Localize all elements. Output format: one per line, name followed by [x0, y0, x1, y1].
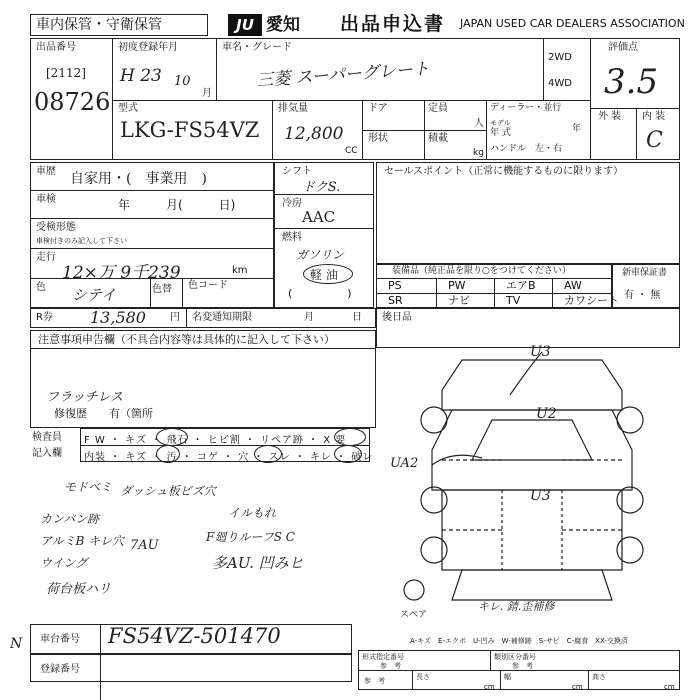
inspection-ymd: 年 月( 日) [118, 198, 236, 212]
label-width: 幅 [504, 673, 511, 681]
spare-wheel [404, 580, 424, 600]
label-capacity: 定員 [428, 103, 448, 114]
label-km: km [232, 265, 248, 276]
label-sales-point: セールスポイント（正常に機能するものに限ります） [384, 166, 624, 177]
note-1: モドベミ [64, 480, 113, 494]
truck-cab [432, 410, 632, 490]
label-fuel: 燃料 [282, 232, 302, 243]
label-rating: 評価点 [608, 42, 638, 53]
warranty-options: 有 ・ 無 [624, 290, 661, 301]
equipment-item: カワシート [564, 294, 619, 307]
equipment-item: PW [448, 279, 466, 292]
label-inspection: 車検 [36, 194, 56, 205]
truck-bottom [452, 570, 612, 600]
label-warranty: 新車保証書 [622, 268, 668, 278]
reception-note: 車検付きのみ記入して下さい [36, 237, 127, 245]
label-ref-3: 参 考 [364, 677, 385, 685]
form-title: 出品申込書 [340, 13, 446, 35]
wheel-front-right [617, 407, 643, 433]
check-row-fw: F W ・ キズ ・ 飛石 ・ ヒビ割 ・ リペア跡 ・ X 要 [84, 435, 347, 446]
circle-mark-1 [156, 428, 188, 446]
label-person: 人 [474, 118, 484, 129]
circle-mark-2 [156, 445, 180, 463]
diagram-u3-mid: U3 [530, 488, 551, 504]
label-model: 型式 [118, 103, 138, 114]
label-height: 高さ [592, 673, 606, 681]
diagram-u3-top: U3 [530, 344, 551, 360]
equipment-item: エアB [506, 279, 536, 292]
truck-outline-top [442, 360, 622, 410]
label-shift: シフト [282, 166, 312, 177]
fuel-paren: ( ) [288, 287, 352, 300]
label-cc: CC [345, 146, 358, 156]
note-3: カンバン跡 [40, 512, 100, 526]
label-color-code: 色コード [188, 280, 228, 291]
label-cm-3: cm [664, 683, 675, 691]
label-door: ドア [368, 103, 388, 114]
label-reception: 受検形態 [36, 222, 76, 233]
label-kg: kg [473, 148, 484, 158]
label-length: 長さ [416, 673, 430, 681]
label-aircon: 冷房 [282, 198, 302, 209]
note-6: 荷台板ハリ [46, 582, 112, 597]
color-value: シテイ [72, 286, 116, 304]
lot-number: 08726 [34, 88, 111, 116]
label-day: 日 [352, 312, 362, 323]
wheel-mid-left [421, 487, 447, 513]
rating-value: 3.5 [604, 62, 659, 102]
diagram-note: キレ. 錆.歪補修 [478, 600, 555, 613]
shift-value: ドクS. [302, 180, 341, 195]
equipment-item: SR [388, 294, 403, 307]
fuel-selected: 軽 油 [310, 268, 338, 282]
label-ref-2: 参 考 [512, 662, 533, 670]
label-ref-1: 参 考 [380, 662, 401, 670]
label-mod-cat: 類別区分番号 [494, 653, 536, 661]
equipment-item: ナビ [448, 294, 470, 307]
note-10: 7AU [130, 538, 159, 553]
label-color-replace: 色替 [152, 284, 172, 295]
lot-bracket: [2112] [46, 66, 86, 80]
label-month: 月 [304, 312, 314, 323]
org-name: 愛知 [266, 15, 300, 35]
wheel-rear-left [421, 537, 447, 563]
sales-point-block [376, 162, 680, 264]
margin-mark: N [10, 636, 23, 652]
label-name-change: 名変通知期限 [192, 312, 252, 323]
label-exterior: 外 装 [598, 111, 622, 122]
model-code: LKG-FS54VZ [120, 118, 260, 142]
label-history: 車歴 [36, 166, 56, 177]
car-name: 三菱 スーパーグレート [255, 58, 431, 92]
era-year: H 23 [120, 66, 162, 86]
form-subtitle: JAPAN USED CAR DEALERS ASSOCIATION [460, 17, 685, 30]
label-dealer: ディーラー・並行 [490, 103, 562, 113]
form-type: 車内保管・守衛保管 [36, 17, 162, 33]
chassis-number: FS54VZ-501470 [108, 624, 281, 648]
equipment-item: AW [564, 279, 582, 292]
label-recycle: R券 [36, 312, 53, 323]
label-mileage: 走行 [36, 252, 56, 263]
label-rear-seat: 後日品 [382, 312, 412, 323]
label-lot-no: 出品番号 [36, 42, 76, 53]
ju-logo [228, 14, 262, 36]
aircon-value: AAC [302, 208, 336, 226]
circle-mark-4 [334, 445, 362, 463]
wheel-front-left [421, 407, 447, 433]
label-inspector: 検査員 [32, 432, 62, 443]
note-4: アルミB キレ穴 [40, 534, 125, 548]
reg-month: 10 [174, 74, 191, 89]
equipment-item: TV [506, 294, 521, 307]
diagram-ua2: UA2 [390, 456, 419, 471]
note-2: ダッシュ板ビズ穴 [120, 484, 216, 498]
label-spare: スペア [400, 610, 428, 620]
recycle-amount: 13,580 [90, 308, 146, 327]
equipment-item: PS [388, 279, 402, 292]
wheel-rear-right [617, 537, 643, 563]
label-entry: 記入欄 [32, 448, 62, 459]
label-reg-no: 登録番号 [40, 664, 80, 675]
repair-history: 修復歴 有（箇所 [54, 407, 153, 420]
note-9: 多AU. 凹みヒ [212, 554, 304, 572]
note-8: F廻りルーフS C [206, 530, 295, 544]
note-7: イルもれ [228, 506, 277, 520]
mileage-value: 12×万 9千239 [62, 263, 181, 283]
label-yen: 円 [170, 312, 180, 323]
label-year-unit: 年 [572, 124, 582, 134]
label-color: 色 [36, 282, 46, 293]
label-chassis: 車台番号 [40, 634, 80, 645]
circle-mark-3 [254, 445, 282, 463]
label-year-type: 年 式 [490, 128, 511, 138]
history-value: 自家用・( 事業用 ) [70, 171, 207, 187]
check-row-interior: 内装 ・ キズ ・ 汚 ・ コゲ ・ 穴 ・ スレ ・ キレ ・ 破レ [84, 452, 374, 463]
fuel-option: ガソリン [296, 248, 345, 262]
label-mod-spec: 形式指定番号 [362, 653, 404, 661]
label-2wd: 2WD [548, 52, 572, 63]
label-handle: ハンドル 左・右 [490, 144, 563, 154]
label-4wd: 4WD [548, 78, 572, 89]
truck-windshield [472, 420, 592, 460]
diagram-u2: U2 [536, 406, 557, 422]
wheel-mid-right [617, 487, 643, 513]
damage-legend: A-キズ E-エクボ U-凹み W-補修跡 S-サビ C-腐食 XX-交換済 [410, 637, 628, 645]
displacement-value: 12,800 [284, 124, 344, 144]
logo-text: JU [236, 16, 254, 34]
label-interior: 内 装 [642, 111, 666, 122]
label-displacement: 排気量 [278, 103, 308, 114]
label-model-year: モデル [490, 119, 511, 127]
label-load: 積載 [428, 133, 448, 144]
month-unit: 月 [202, 88, 212, 99]
label-cm-1: cm [484, 683, 495, 691]
label-name-grade: 車名・グレード [222, 42, 292, 53]
label-equipment: 装備品（純正品を限り○をつけてください） [392, 266, 571, 276]
circle-mark-5 [334, 428, 366, 446]
interior-grade: C [646, 128, 663, 153]
note-5: ウイング [40, 556, 88, 570]
label-notes: 注意事項申告欄（不具合内容等は具体的に記入して下さい） [38, 333, 335, 346]
label-shape: 形状 [368, 133, 388, 144]
label-first-reg: 初度登録年月 [118, 42, 178, 53]
label-cm-2: cm [572, 683, 583, 691]
repair-note: フラッチレス [46, 390, 124, 405]
